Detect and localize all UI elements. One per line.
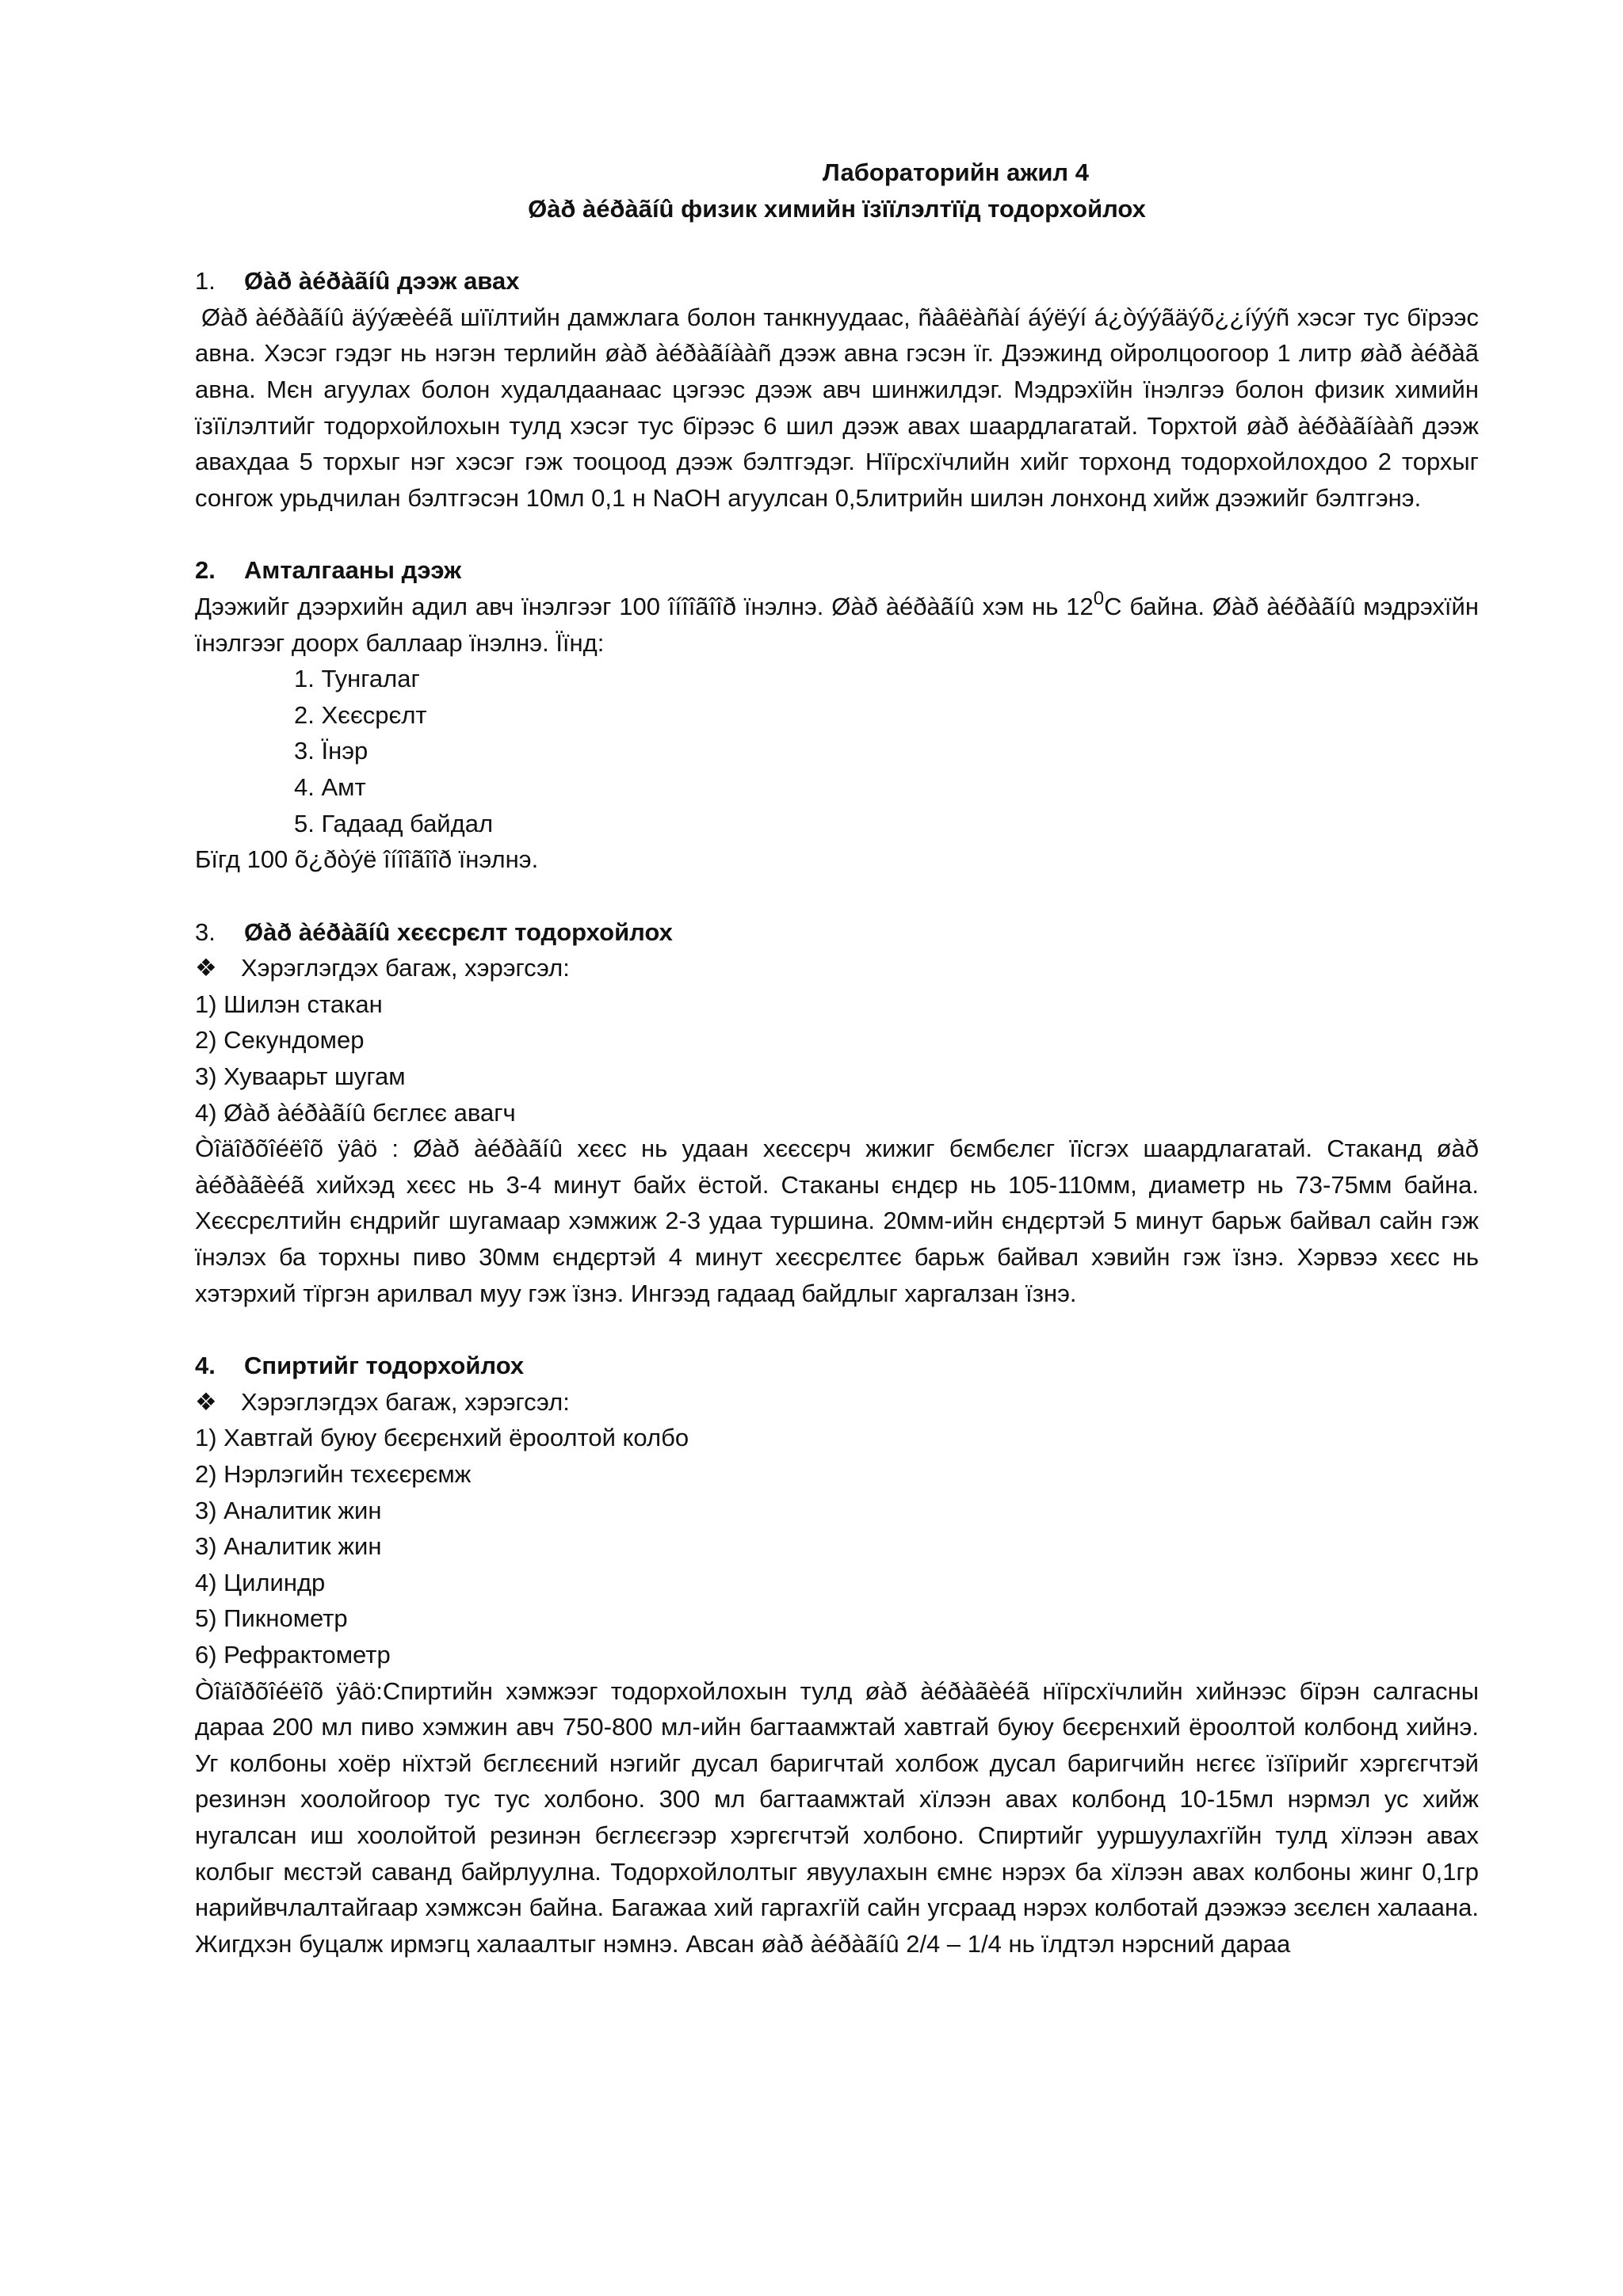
list-item: 1) Шилэн стакан (195, 990, 383, 1018)
section-2-heading (195, 552, 1479, 589)
section-2-paragraph-b: С байна. Øàð àéðàãíû мэдрэхїйн їнэлгээг доорх баллаар їнэлнэ. Їїнд: (195, 592, 1479, 657)
list-item: 2. Хєєсрєлт (294, 700, 427, 729)
section-3-title: Øàð àéðàãíû хєєсрєлт тодорхойлох (244, 917, 673, 946)
list-item: 3) Аналитик жин (195, 1496, 382, 1524)
section-2-total: Бїгд 100 õ¿ðòýë îíîîãîîð їнэлнэ. (195, 845, 539, 874)
criteria-list (294, 661, 1479, 841)
section-3-paragraph: Òîäîðõîéëîõ ÿâö : Øàð àéðàãíû хєєс нь удаан хєєсєрч жижиг бємбєлєг їїсгэх шаардлагатай. Стаканд øàð àéðàãèéã хийхэд хєєс нь 3-4 минут байх ёстой. Стаканы єндєр нь 105-110мм, диаметр нь 73-75мм байна. Хєєсрєлтийн єндрийг шугамаар хэмжиж 2-3 удаа туршина. 20мм-ийн єндєртэй 5 минут барьж байвал сайн гэж їнэлэх ба торхны пиво 30мм єндєртэй 4 минут хєєсрєлтєє барьж байвал хэвийн гэж їзнэ. Хэрвээ хєєс нь хэтэрхий тїргэн арилвал муу гэж їзнэ. Ингээд гадаад байдлыг харгалзан їзнэ. (195, 1135, 1479, 1307)
list-item: 2) Нэрлэгийн тєхєєрємж (195, 1460, 472, 1488)
degree-superscript: 0 (1093, 587, 1105, 609)
tools-heading-text: Хэрэглэгдэх багаж, хэрэгсэл: (241, 1387, 570, 1416)
section-3-tool-list (195, 986, 1479, 1131)
section-3-number: 3. (195, 917, 216, 946)
diamond-bullet-icon: ❖ (195, 1387, 217, 1416)
list-item: 5. Гадаад байдал (294, 809, 494, 837)
section-1-paragraph: Øàð àéðàãíû äýýæèéã шïïлтийн дамжлага болон танкнуудаас, ñàâëàñàí áýëýí á¿òýýãäýõ¿¿íýýñ хэсэг тус бїрээс авна. Хэсэг гэдэг нь нэгэн терлийн øàð àéðàãíààñ дээж авна гэсэн їг. Дээжинд ойролцоогоор 1 литр øàð àéðàã авна. Мєн агуулах болон худалдаанаас цэгээс дээж авч шинжилдэг. Мэдрэхїйн їнэлгээ болон физик химийн їзїїлэлтийг тодорхойлохын тулд хэсэг тус бїрээс 6 шил дээж авах шаардлагатай. Торхтой øàð àéðàãíààñ дээж авахдаа 5 торхыг нэг хэсэг гэж тооцоод дээж бэлтгэдэг. Нїïрсхїчлийн хийг торхонд тодорхойлохдоо 2 торхыг сонгож урьдчилан бэлтгэсэн 10мл 0,1 н NaOH агуулсан 0,5литрийн шилэн лонхонд хийж дээжийг бэлтгэнэ. (195, 303, 1479, 512)
section-2-paragraph-a: Дээжийг дээрхийн адил авч їнэлгээг 100 îíîîãîîð їнэлнэ. Øàð àéðàãíû хэм нь 12 (195, 592, 1094, 620)
list-item: 3) Аналитик жин (195, 1532, 382, 1561)
section-4-tools-heading (195, 1384, 1479, 1421)
section-4-title: Спиртийг тодорхойлох (244, 1352, 525, 1380)
section-2-title: Амталгааны дээж (244, 556, 462, 585)
list-item: 3) Хуваарьт шугам (195, 1062, 406, 1091)
section-3-tools-heading (195, 950, 1479, 986)
lab-subtitle: Øàð àéðàãíû физик химийн ïзïïлэлтïïд тодорхойлох (528, 194, 1146, 223)
section-1-number: 1. (195, 267, 216, 296)
document-page (195, 154, 1479, 1962)
section-4-number: 4. (195, 1352, 216, 1380)
section-3-heading (195, 914, 1479, 951)
section-2-paragraph (195, 589, 1479, 661)
list-item: 4. Амт (294, 772, 366, 801)
list-item: 3. Їнэр (294, 737, 369, 765)
diamond-bullet-icon: ❖ (195, 954, 217, 982)
section-4-paragraph: Òîäîðõîéëîõ ÿâö:Спиртийн хэмжээг тодорхойлохын тулд øàð àéðàãèéã нїïрсхїчлийн хийнээс бїрэн салгасны дараа 200 мл пиво хэмжин авч 750-800 мл-ийн багтаамжтай хавтгай буюу бєєрєнхий ёроолтой колбонд хийнэ. Уг колбоны хоёр нїхтэй бєглєєний нэгийг дусал баригчтай холбож дусал баригчийн нєгєє їзїїрийг хэргєгчтэй резинэн хоолойгоор тус тус холбоно. 300 мл багтаамжтай хїлээн авах колбонд 10-15мл нэрмэл ус хийж нугалсан иш хоолойтой резинэн бєглєєгээр хэргєгчтэй холбоно. Спиртийг ууршуулахгїйн тулд хїлээн авах колбыг мєстэй саванд байрлуулна. Тодорхойлолтыг явуулахын ємнє нэрэх ба хїлээн авах колбоны жинг 0,1гр нарийвчлалтайгаар хэмжсэн байна. Багажаа хий гаргахгїй сайн угсраад нэрэх колботай дээжээ зєєлєн халаана. Жигдхэн буцалж ирмэгц халаалтыг нэмнэ. Авсан øàð àéðàãíû 2/4 – 1/4 нь їлдтэл нэрсний дараа (195, 1676, 1479, 1958)
list-item: 6) Рефрактометр (195, 1640, 391, 1669)
list-item: 2) Секундомер (195, 1026, 365, 1055)
tools-heading-text: Хэрэглэгдэх багаж, хэрэгсэл: (241, 954, 570, 982)
section-4-heading (195, 1348, 1479, 1384)
list-item: 1) Хавтгай буюу бєєрєнхий ёроолтой колбо (195, 1424, 689, 1452)
lab-title: Лабораторийн ажил 4 (823, 158, 1089, 186)
list-item: 4) Цилиндр (195, 1568, 326, 1596)
section-4-tool-list (195, 1420, 1479, 1672)
section-1-title: Øàð àéðàãíû дээж авах (244, 267, 520, 296)
section-2-number: 2. (195, 556, 216, 585)
section-1-heading (195, 263, 1479, 299)
list-item: 5) Пикнометр (195, 1604, 348, 1633)
list-item: 1. Тунгалаг (294, 665, 420, 693)
list-item: 4) Øàð àéðàãíû бєглєє авагч (195, 1098, 516, 1127)
